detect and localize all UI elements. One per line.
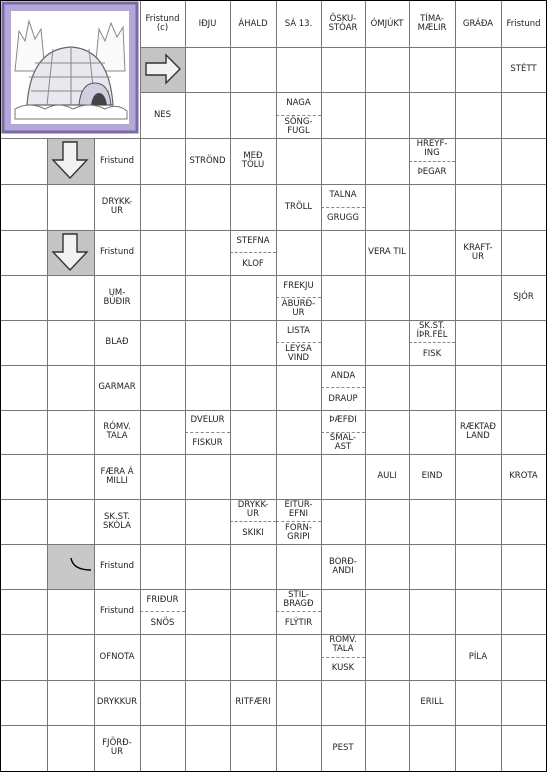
clue-text-bottom: ÞEGAR [417, 167, 447, 178]
answer-cell[interactable] [230, 454, 276, 499]
header-clue-text: ÓMJÚKT [370, 18, 404, 29]
answer-cell[interactable] [1, 230, 47, 275]
answer-cell[interactable] [47, 320, 94, 365]
answer-cell[interactable] [276, 138, 321, 184]
grid-line-horizontal [1, 230, 546, 231]
header-clue [455, 1, 501, 47]
header-clue-text: TÍMA- MÆLIR [417, 14, 447, 33]
clue-text-bottom: SNÖS [150, 617, 175, 628]
header-clue-text: ÁHALD [238, 18, 268, 29]
clue-text: ERILL [420, 697, 444, 708]
answer-cell[interactable] [409, 92, 455, 138]
answer-cell[interactable] [321, 589, 365, 634]
answer-cell[interactable] [140, 275, 185, 320]
answer-cell[interactable] [230, 320, 276, 365]
clue-cell [94, 410, 140, 454]
answer-cell[interactable] [1, 725, 47, 771]
answer-cell[interactable] [365, 725, 409, 771]
answer-cell[interactable] [409, 184, 455, 230]
clue-text-bottom: KLOF [242, 258, 264, 269]
clue-text: STÉTT [510, 64, 537, 75]
clue-text-top: TALNA [321, 184, 365, 208]
answer-cell[interactable] [409, 634, 455, 680]
answer-cell[interactable] [140, 499, 185, 544]
clue-cell [455, 410, 501, 454]
answer-cell[interactable] [501, 320, 546, 365]
clue-cell [321, 725, 365, 771]
answer-cell[interactable] [365, 365, 409, 410]
answer-cell[interactable] [501, 589, 546, 634]
clue-cell [94, 454, 140, 499]
clue-text: Fristund [99, 561, 135, 572]
answer-cell[interactable] [230, 184, 276, 230]
answer-cell[interactable] [321, 680, 365, 725]
answer-cell[interactable] [230, 275, 276, 320]
answer-cell[interactable] [140, 138, 185, 184]
clue-text-bottom: FISK [422, 348, 442, 359]
answer-cell[interactable] [1, 680, 47, 725]
clue-text-bottom: KUSK [331, 663, 355, 674]
clue-cell [185, 410, 230, 454]
clue-cell [455, 230, 501, 275]
clue-text: TRÖLL [284, 201, 313, 212]
clue-cell [94, 680, 140, 725]
answer-cell[interactable] [455, 680, 501, 725]
clue-text: GARMAR [98, 382, 136, 393]
clue-text: EIND [421, 471, 443, 482]
answer-cell[interactable] [501, 499, 546, 544]
clue-text-bottom: FISKUR [192, 437, 223, 448]
clue-text: KRAFT- UR [463, 242, 493, 262]
answer-cell[interactable] [365, 680, 409, 725]
answer-cell[interactable] [501, 544, 546, 589]
clue-cell [501, 454, 546, 499]
answer-cell[interactable] [47, 499, 94, 544]
clue-text-top: DVELUR [185, 410, 230, 433]
clue-text: PEST [332, 742, 354, 753]
clue-cell [140, 589, 185, 634]
grid-line-vertical [276, 1, 277, 771]
clue-text: Fristund [99, 606, 135, 617]
clue-text: UM- BÚÐIR [103, 287, 131, 307]
answer-cell[interactable] [365, 184, 409, 230]
answer-cell[interactable] [321, 454, 365, 499]
down-arrow-icon [47, 138, 94, 184]
answer-cell[interactable] [501, 365, 546, 410]
answer-cell[interactable] [47, 410, 94, 454]
clue-cell [94, 589, 140, 634]
grid-line-vertical [230, 1, 231, 771]
grid-line-horizontal [1, 634, 546, 635]
grid-line-horizontal [1, 454, 546, 455]
turn-arrow-cell [47, 544, 94, 589]
answer-cell[interactable] [47, 725, 94, 771]
answer-cell[interactable] [409, 499, 455, 544]
clue-cell [321, 544, 365, 589]
answer-cell[interactable] [185, 230, 230, 275]
clue-cell [185, 138, 230, 184]
answer-cell[interactable] [140, 454, 185, 499]
grid-line-vertical [365, 1, 366, 771]
answer-cell[interactable] [185, 92, 230, 138]
clue-text: Fristund [99, 155, 135, 166]
clue-text: BLAÐ [105, 337, 129, 348]
answer-cell[interactable] [321, 47, 365, 92]
answer-cell[interactable] [501, 184, 546, 230]
answer-cell[interactable] [365, 634, 409, 680]
answer-cell[interactable] [230, 92, 276, 138]
grid-line-horizontal [1, 184, 546, 185]
answer-cell[interactable] [409, 589, 455, 634]
answer-cell[interactable] [365, 92, 409, 138]
grid-line-horizontal [140, 47, 546, 48]
turn-arrow-icon [47, 544, 94, 589]
answer-cell[interactable] [455, 47, 501, 92]
answer-cell[interactable] [365, 320, 409, 365]
clue-text: NES [153, 109, 172, 120]
clue-cell [94, 725, 140, 771]
header-clue-text: Fristund [506, 18, 541, 29]
clue-text-top: NAGA [276, 92, 321, 116]
clue-text: MEÐ TÖLU [241, 151, 265, 170]
answer-cell[interactable] [47, 634, 94, 680]
clue-text: SJÓR [513, 292, 534, 303]
answer-cell[interactable] [185, 275, 230, 320]
header-clue [321, 1, 365, 47]
answer-cell[interactable] [409, 47, 455, 92]
answer-cell[interactable] [276, 454, 321, 499]
igloo-picture [1, 1, 139, 134]
answer-cell[interactable] [455, 320, 501, 365]
header-clue [230, 1, 276, 47]
clue-text-bottom: SKIKI [242, 527, 264, 538]
clue-cell [455, 634, 501, 680]
answer-cell[interactable] [321, 275, 365, 320]
clue-text-bottom: LEYSA VIND [285, 344, 312, 363]
grid-line-horizontal [1, 680, 546, 681]
answer-cell[interactable] [140, 410, 185, 454]
clue-cell [230, 680, 276, 725]
clue-text: DRYKKUR [96, 697, 138, 708]
grid-line-vertical [409, 1, 410, 771]
grid-line-horizontal [1, 725, 546, 726]
answer-cell[interactable] [501, 230, 546, 275]
clue-cell [321, 634, 365, 680]
clue-text: FÆRA Á MILLI [100, 466, 134, 486]
answer-cell[interactable] [409, 230, 455, 275]
answer-cell[interactable] [276, 410, 321, 454]
down-arrow-cell [47, 138, 94, 184]
grid-line-vertical [185, 1, 186, 771]
clue-cell [94, 634, 140, 680]
grid-line-vertical [455, 1, 456, 771]
answer-cell[interactable] [140, 634, 185, 680]
clue-cell [321, 184, 365, 230]
clue-cell [409, 454, 455, 499]
clue-text-bottom: ÁBURÐ- UR [281, 299, 316, 318]
answer-cell[interactable] [185, 454, 230, 499]
clue-text-top: SK.ST. ÍÞR.FÉL [409, 320, 455, 343]
clue-cell [365, 230, 409, 275]
header-clue [409, 1, 455, 47]
answer-cell[interactable] [185, 47, 230, 92]
clue-text: FJÖRÐ- UR [102, 738, 132, 757]
clue-text: Fristund [99, 247, 135, 258]
clue-text: RITFÆRI [235, 697, 271, 708]
clue-text-bottom: FLÝTIR [284, 617, 313, 628]
clue-text: VERA TIL [368, 247, 406, 258]
clue-text-top: FRIÐUR [140, 589, 185, 612]
answer-cell[interactable] [185, 544, 230, 589]
grid-line-horizontal [1, 365, 546, 366]
answer-cell[interactable] [455, 92, 501, 138]
answer-cell[interactable] [276, 47, 321, 92]
clue-cell [365, 454, 409, 499]
answer-cell[interactable] [140, 230, 185, 275]
clue-text: RÆKTAÐ LAND [459, 422, 497, 441]
answer-cell[interactable] [1, 634, 47, 680]
clue-cell [94, 544, 140, 589]
answer-cell[interactable] [501, 138, 546, 184]
clue-text-bottom: DRAUP [328, 393, 358, 404]
clue-cell [276, 92, 321, 138]
clue-text: AULI [377, 471, 397, 482]
down-arrow-cell [47, 230, 94, 275]
grid-line-horizontal [1, 138, 546, 139]
answer-cell[interactable] [140, 680, 185, 725]
clue-text-top: ÞÆFÐI [321, 410, 365, 433]
grid-line-horizontal [1, 410, 546, 411]
header-clue-text: SÁ 13. [284, 18, 313, 29]
answer-cell[interactable] [140, 365, 185, 410]
answer-cell[interactable] [185, 680, 230, 725]
clue-text: BORÐ- ANDI [329, 556, 357, 576]
clue-text: RÓMV. TALA [103, 422, 131, 441]
clue-cell [501, 47, 546, 92]
answer-cell[interactable] [276, 680, 321, 725]
clue-cell [409, 680, 455, 725]
answer-cell[interactable] [47, 365, 94, 410]
answer-cell[interactable] [455, 589, 501, 634]
answer-cell[interactable] [409, 275, 455, 320]
answer-cell[interactable] [1, 365, 47, 410]
answer-cell[interactable] [409, 725, 455, 771]
answer-cell[interactable] [321, 92, 365, 138]
header-clue [365, 1, 409, 47]
clue-cell [140, 92, 185, 138]
clue-cell [94, 230, 140, 275]
header-clue-text: IÐJU [198, 18, 217, 29]
answer-cell[interactable] [455, 138, 501, 184]
answer-cell[interactable] [501, 410, 546, 454]
answer-cell[interactable] [1, 589, 47, 634]
clue-text-top: DRYKK- UR [230, 499, 276, 522]
answer-cell[interactable] [140, 544, 185, 589]
clue-cell [94, 320, 140, 365]
answer-cell[interactable] [185, 365, 230, 410]
answer-cell[interactable] [1, 320, 47, 365]
answer-cell[interactable] [455, 275, 501, 320]
clue-text: DRYKK- UR [101, 197, 133, 216]
answer-cell[interactable] [365, 47, 409, 92]
answer-cell[interactable] [276, 725, 321, 771]
header-clue [140, 1, 185, 47]
answer-cell[interactable] [1, 138, 47, 184]
answer-cell[interactable] [365, 410, 409, 454]
answer-cell[interactable] [230, 47, 276, 92]
clue-cell [409, 138, 455, 184]
answer-cell[interactable] [276, 365, 321, 410]
answer-cell[interactable] [47, 589, 94, 634]
answer-cell[interactable] [455, 544, 501, 589]
answer-cell[interactable] [501, 92, 546, 138]
clue-text-bottom: GRUGG [327, 213, 359, 224]
answer-cell[interactable] [455, 725, 501, 771]
clue-text-top: ANDA [321, 365, 365, 388]
header-clue [501, 1, 546, 47]
answer-cell[interactable] [47, 275, 94, 320]
answer-cell[interactable] [321, 230, 365, 275]
answer-cell[interactable] [321, 320, 365, 365]
clue-text-top: STÍL- BRAGÐ [276, 589, 321, 612]
clue-cell [276, 275, 321, 320]
clue-cell [94, 184, 140, 230]
answer-cell[interactable] [230, 410, 276, 454]
clue-cell [321, 365, 365, 410]
grid-line-horizontal [1, 544, 546, 545]
answer-cell[interactable] [47, 680, 94, 725]
clue-text: PÍLA [468, 651, 488, 662]
grid-line-horizontal [1, 320, 546, 321]
clue-cell [94, 365, 140, 410]
answer-cell[interactable] [501, 725, 546, 771]
clue-text-bottom: SMAL- AST [329, 433, 357, 453]
clue-text: KROTA [509, 471, 538, 482]
igloo-icon [1, 1, 139, 134]
answer-cell[interactable] [47, 454, 94, 499]
header-clue-text: ÖSKU- STÓAR [328, 14, 358, 33]
clue-cell [409, 320, 455, 365]
answer-cell[interactable] [1, 544, 47, 589]
answer-cell[interactable] [185, 589, 230, 634]
clue-cell [230, 138, 276, 184]
clue-text-top: EITUR- EFNI [276, 499, 321, 522]
answer-cell[interactable] [365, 499, 409, 544]
answer-cell[interactable] [321, 499, 365, 544]
answer-cell[interactable] [501, 634, 546, 680]
answer-cell[interactable] [276, 634, 321, 680]
answer-cell[interactable] [365, 589, 409, 634]
grid-line-horizontal [1, 589, 546, 590]
clue-text-bottom: SÖNG- FUGL [284, 116, 313, 136]
answer-cell[interactable] [365, 138, 409, 184]
answer-cell[interactable] [1, 410, 47, 454]
answer-cell[interactable] [455, 365, 501, 410]
answer-cell[interactable] [501, 680, 546, 725]
answer-cell[interactable] [276, 230, 321, 275]
header-clue [185, 1, 230, 47]
clue-cell [94, 499, 140, 544]
grid-line-horizontal [1, 499, 546, 500]
answer-cell[interactable] [455, 499, 501, 544]
answer-cell[interactable] [1, 275, 47, 320]
answer-cell[interactable] [230, 725, 276, 771]
clue-text-bottom: FORN- GRIPI [285, 523, 312, 542]
grid-line-horizontal [1, 275, 546, 276]
clue-text-top: FREKJU [276, 275, 321, 298]
answer-cell[interactable] [365, 544, 409, 589]
answer-cell[interactable] [140, 320, 185, 365]
header-clue-text: GRÁÐA [462, 18, 494, 29]
answer-cell[interactable] [185, 634, 230, 680]
clue-text: OFNOTA [99, 651, 135, 662]
grid-line-vertical [501, 1, 502, 771]
down-arrow-icon [47, 230, 94, 275]
answer-cell[interactable] [409, 410, 455, 454]
grid-line-vertical [321, 1, 322, 771]
answer-cell[interactable] [230, 589, 276, 634]
answer-cell[interactable] [47, 184, 94, 230]
clue-cell [276, 184, 321, 230]
clue-text-top: LISTA [276, 320, 321, 343]
answer-cell[interactable] [1, 184, 47, 230]
answer-cell[interactable] [1, 499, 47, 544]
clue-text: SK.ST. SKÓLA [103, 511, 131, 531]
answer-cell[interactable] [185, 499, 230, 544]
clue-text: STRÖND [189, 155, 226, 166]
answer-cell[interactable] [185, 320, 230, 365]
answer-cell[interactable] [230, 544, 276, 589]
answer-cell[interactable] [185, 725, 230, 771]
clue-cell [230, 230, 276, 275]
header-clue-text: Fristund (c) [145, 14, 180, 33]
answer-cell[interactable] [230, 634, 276, 680]
answer-cell[interactable] [365, 275, 409, 320]
clue-cell [276, 320, 321, 365]
answer-cell[interactable] [140, 184, 185, 230]
clue-cell [276, 589, 321, 634]
grid-line-horizontal [140, 92, 546, 93]
right-arrow-icon [140, 47, 185, 92]
answer-cell[interactable] [230, 365, 276, 410]
clue-cell [94, 138, 140, 184]
clue-cell [94, 275, 140, 320]
answer-cell[interactable] [409, 365, 455, 410]
clue-text-top: STEFNA [230, 230, 276, 253]
answer-cell[interactable] [409, 544, 455, 589]
answer-cell[interactable] [455, 184, 501, 230]
answer-cell[interactable] [140, 725, 185, 771]
answer-cell[interactable] [1, 454, 47, 499]
answer-cell[interactable] [185, 184, 230, 230]
grid-line-vertical [140, 1, 141, 771]
clue-cell [321, 410, 365, 454]
clue-text-top: RÓMV. TALA [321, 634, 365, 658]
clue-text-top: HREYF- ING [409, 138, 455, 162]
answer-cell[interactable] [455, 454, 501, 499]
right-arrow-cell [140, 47, 185, 92]
header-clue [276, 1, 321, 47]
clue-cell [276, 499, 321, 544]
clue-cell [501, 275, 546, 320]
clue-cell [230, 499, 276, 544]
answer-cell[interactable] [276, 544, 321, 589]
answer-cell[interactable] [321, 138, 365, 184]
